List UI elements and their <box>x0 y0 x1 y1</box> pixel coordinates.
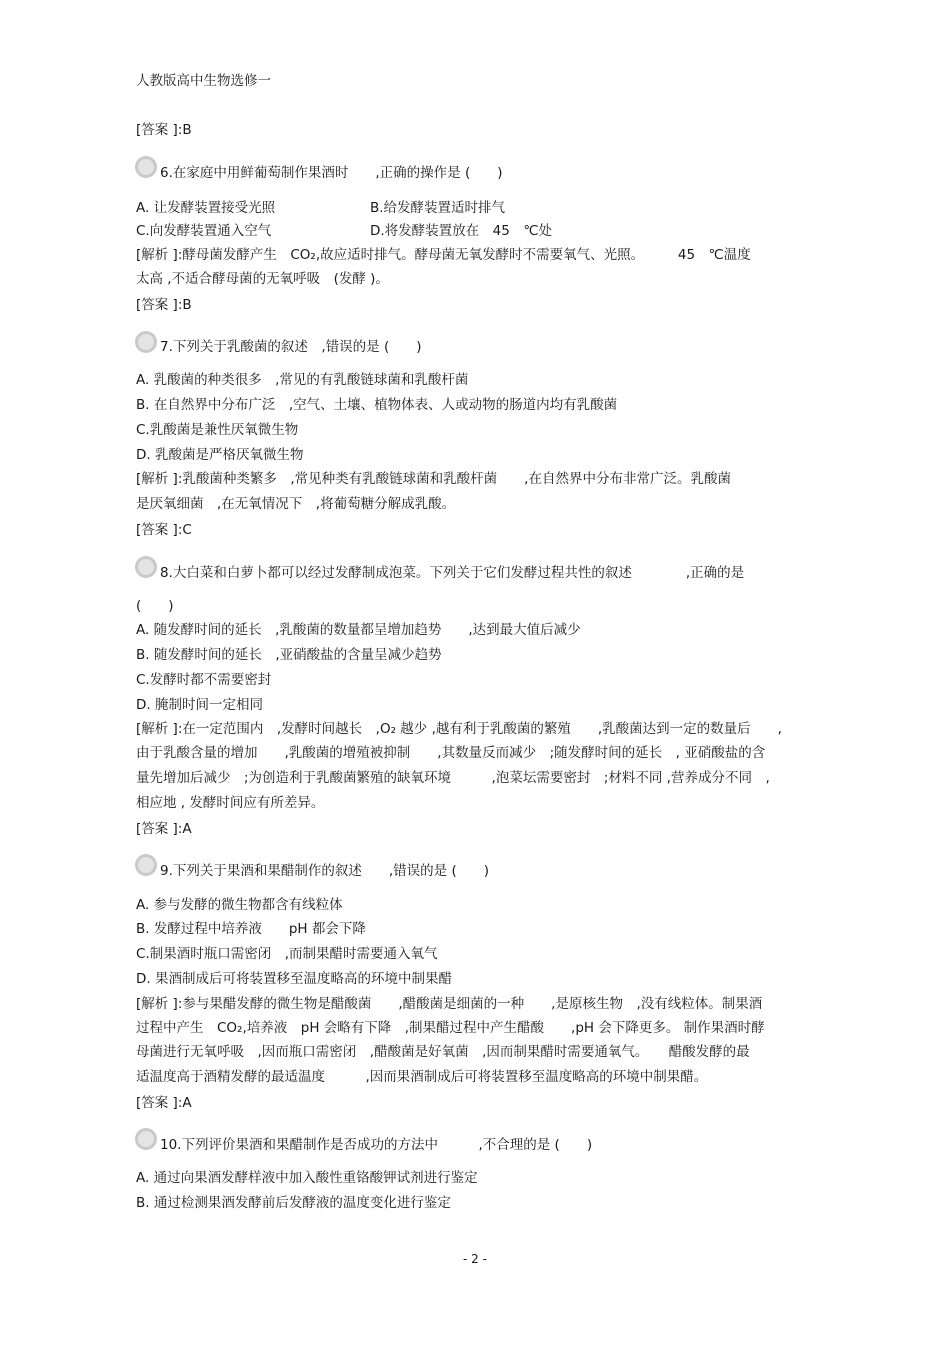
q7-option-b: B. 在自然界中分布广泛 ,空气、土壤、植物体表、人或动物的肠道内均有乳酸菌 <box>136 397 618 413</box>
q7-answer: [答案 ]:C <box>136 522 192 538</box>
q9-option-c: C.制果酒时瓶口需密闭 ,而制果醋时需要通入氧气 <box>136 946 438 962</box>
q9-analysis-line: 过程中产生 CO₂,培养液 pH 会略有下降 ,制果醋过程中产生醋酸 ,pH 会下降更多。 制作果酒时酵 <box>136 1020 765 1036</box>
q6-question: 6.在家庭中用鲜葡萄制作果酒时 ,正确的操作是 ( ) <box>160 165 503 181</box>
q8-option-a: A. 随发酵时间的延长 ,乳酸菌的数量都呈增加趋势 ,达到最大值后减少 <box>136 622 581 638</box>
question-marker-icon <box>134 555 158 579</box>
q8-answer: [答案 ]:A <box>136 821 192 837</box>
q8-question: 8.大白菜和白萝卜都可以经过发酵制成泡菜。下列关于它们发酵过程共性的叙述 ,正确的是 <box>160 565 745 581</box>
q8-analysis-line: 相应地 , 发酵时间应有所差异。 <box>136 795 325 811</box>
q9-analysis-line: 母菌进行无氧呼吸 ,因而瓶口需密闭 ,醋酸菌是好氧菌 ,因而制果醋时需要通氧气。 醋酸发酵的最 <box>136 1044 750 1060</box>
q8-analysis-line: [解析 ]:在一定范围内 ,发酵时间越长 ,O₂ 越少 ,越有利于乳酸菌的繁殖 ,乳酸菌达到一定的数量后 , <box>136 721 782 737</box>
q6-option-d: D.将发酵装置放在 45 ℃处 <box>370 223 553 239</box>
question-marker-icon <box>134 853 158 877</box>
q6-option-c: C.向发酵装置通入空气 <box>136 223 272 239</box>
q6-analysis-line: 太高 ,不适合酵母菌的无氧呼吸 (发酵 )。 <box>136 271 389 287</box>
question-marker-icon <box>134 330 158 354</box>
q8-option-d: D. 腌制时间一定相同 <box>136 697 263 713</box>
q8-analysis-line: 量先增加后减少 ;为创造利于乳酸菌繁殖的缺氧环境 ,泡菜坛需要密封 ;材料不同 ,营养成分不同 , <box>136 770 770 786</box>
q10-question: 10.下列评价果酒和果醋制作是否成功的方法中 ,不合理的是 ( ) <box>160 1137 593 1153</box>
q9-question: 9.下列关于果酒和果醋制作的叙述 ,错误的是 ( ) <box>160 863 489 879</box>
q7-question: 7.下列关于乳酸菌的叙述 ,错误的是 ( ) <box>160 339 422 355</box>
q6-option-b: B.给发酵装置适时排气 <box>370 200 506 216</box>
q8-option-c: C.发酵时都不需要密封 <box>136 672 272 688</box>
q6-analysis-line: [解析 ]:酵母菌发酵产生 CO₂,故应适时排气。酵母菌无氧发酵时不需要氧气、光照。 45 ℃温度 <box>136 247 751 263</box>
q6-option-a: A. 让发酵装置接受光照 <box>136 200 276 216</box>
q7-option-a: A. 乳酸菌的种类很多 ,常见的有乳酸链球菌和乳酸杆菌 <box>136 372 469 388</box>
document-header: 人教版高中生物选修一 <box>136 73 271 89</box>
q10-option-a: A. 通过向果酒发酵样液中加入酸性重铬酸钾试剂进行鉴定 <box>136 1170 478 1186</box>
page-number: - 2 - <box>463 1252 487 1266</box>
q9-analysis-line: [解析 ]:参与果醋发酵的微生物是醋酸菌 ,醋酸菌是细菌的一种 ,是原核生物 ,没有线粒体。制果酒 <box>136 996 763 1012</box>
q9-option-d: D. 果酒制成后可将装置移至温度略高的环境中制果醋 <box>136 971 452 987</box>
q8-option-b: B. 随发酵时间的延长 ,亚硝酸盐的含量呈减少趋势 <box>136 647 442 663</box>
q9-answer: [答案 ]:A <box>136 1095 192 1111</box>
q7-analysis-line: 是厌氧细菌 ,在无氧情况下 ,将葡萄糖分解成乳酸。 <box>136 496 456 512</box>
q10-option-b: B. 通过检测果酒发酵前后发酵液的温度变化进行鉴定 <box>136 1195 451 1211</box>
q9-option-b: B. 发酵过程中培养液 pH 都会下降 <box>136 921 366 937</box>
q6-answer: [答案 ]:B <box>136 297 192 313</box>
q7-option-c: C.乳酸菌是兼性厌氧微生物 <box>136 422 299 438</box>
q8-question-cont: ( ) <box>136 598 174 614</box>
question-marker-icon <box>134 1127 158 1151</box>
q5-answer: [答案 ]:B <box>136 122 192 138</box>
q8-analysis-line: 由于乳酸含量的增加 ,乳酸菌的增殖被抑制 ,其数量反而减少 ;随发酵时间的延长 , 亚硝酸盐的含 <box>136 745 766 761</box>
q9-analysis-line: 适温度高于酒精发酵的最适温度 ,因而果酒制成后可将装置移至温度略高的环境中制果醋。 <box>136 1069 708 1085</box>
q7-analysis-line: [解析 ]:乳酸菌种类繁多 ,常见种类有乳酸链球菌和乳酸杆菌 ,在自然界中分布非常广泛。乳酸菌 <box>136 471 731 487</box>
question-marker-icon <box>134 155 158 179</box>
q7-option-d: D. 乳酸菌是严格厌氧微生物 <box>136 447 304 463</box>
q9-option-a: A. 参与发酵的微生物都含有线粒体 <box>136 897 343 913</box>
